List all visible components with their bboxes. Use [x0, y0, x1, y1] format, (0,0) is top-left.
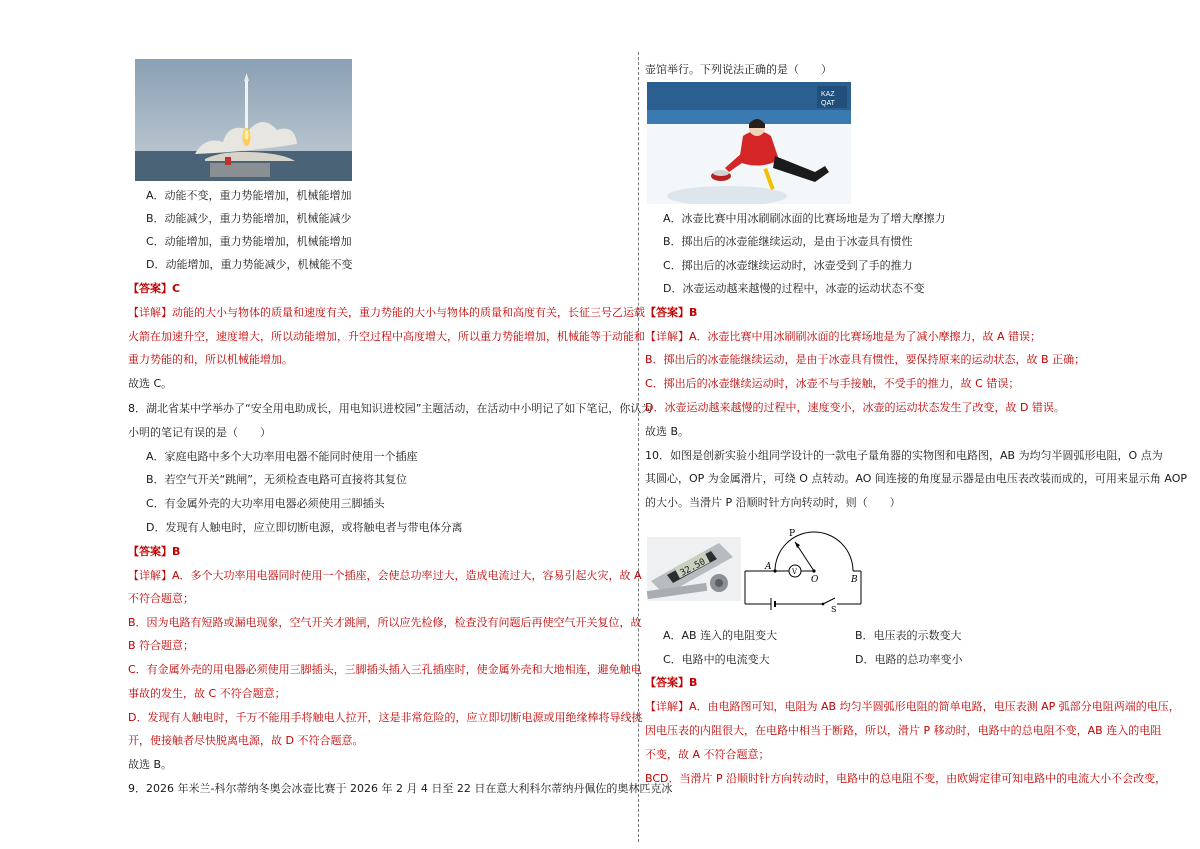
rocket-launch-image: [135, 59, 352, 181]
q9-stem-continued: 壶馆举行。下列说法正确的是（ ）: [645, 63, 832, 76]
q7-conclusion: 故选 C。: [128, 377, 173, 390]
point-o-label: O: [811, 575, 819, 585]
q9-explain-line: B．掷出后的冰壶能继续运动，是由于冰壶具有惯性，要保持原来的运动状态，故 B 正确；: [645, 353, 1086, 366]
q7-option-d: D．动能增加，重力势能减少，机械能不变: [146, 258, 353, 271]
q10-explain-line: BCD．当滑片 P 沿顺时针方向转动时，电路中的总电阻不变，由欧姆定律可知电路中的电流大小不会改变，: [645, 772, 1167, 785]
q7-option-a: A．动能不变，重力势能增加，机械能增加: [146, 189, 352, 202]
q9-explain-line: C．掷出后的冰壶继续运动时，冰壶不与手接触，不受手的推力，故 C 错误；: [645, 377, 1020, 390]
q8-explain-line: C．有金属外壳的用电器必须使用三脚插头，三脚插头插入三孔插座时，使金属外壳和大地相连，避免触电: [128, 663, 642, 676]
q10-stem-line: 其圆心，OP 为金属滑片，可绕 O 点转动。AO 间连接的角度显示器是由电压表改装而成的，可用来显示角 AOP: [645, 472, 1188, 485]
digital-protractor-image: [647, 537, 741, 601]
q8-explain-line: B 符合题意；: [128, 639, 195, 652]
q9-option-b: B．掷出后的冰壶能继续运动，是由于冰壶具有惯性: [663, 235, 913, 248]
q10-explain-line: 【详解】A．由电路图可知，电阻为 AB 均匀半圆弧形电阻的简单电路，电压表测 AP 弧部分电阻两端的电压，: [645, 700, 1180, 713]
q8-explain-line: 不符合题意；: [128, 592, 194, 605]
q9-option-a: A．冰壶比赛中用冰刷刷冰面的比赛场地是为了增大摩擦力: [663, 212, 946, 225]
q10-explain-line: 不变，故 A 不符合题意；: [645, 748, 770, 761]
q10-explain-line: 因电压表的内阻很大，在电路中相当于断路，所以，滑片 P 移动时，电路中的总电阻不变，AB 连入的电阻: [645, 724, 1162, 737]
curling-athlete-image: [647, 82, 851, 204]
q9-option-c: C．掷出后的冰壶继续运动时，冰壶受到了手的推力: [663, 259, 913, 272]
voltmeter-label: V: [792, 568, 798, 576]
q10-stem-line: 的大小。当滑片 P 沿顺时针方向转动时，则（ ）: [645, 496, 901, 509]
q7-option-b: B．动能减少，重力势能增加，机械能减少: [146, 212, 352, 225]
q7-explain-line: 重力势能的和，所以机械能增加。: [128, 353, 293, 366]
q9-explain-line: 【详解】A．冰壶比赛中用冰刷刷冰面的比赛场地是为了减小摩擦力，故 A 错误；: [645, 330, 1042, 343]
q9-stem-line: 9．2026 年米兰-科尔蒂纳冬奥会冰壶比赛于 2026 年 2 月 4 日至 22 日在意大利科尔蒂纳丹佩佐的奥林匹克冰: [128, 782, 673, 795]
q7-explain-line: 火箭在加速升空，速度增大，所以动能增加，升空过程中高度增大，所以重力势能增加，机械能等于动能和: [128, 330, 645, 343]
q8-option-b: B．若空气开关“跳闸”，无须检查电路可直接将其复位: [146, 473, 407, 486]
q8-option-a: A．家庭电路中多个大功率用电器不能同时使用一个插座: [146, 450, 418, 463]
q8-explain-line: B．因为电路有短路或漏电现象，空气开关才跳闸，所以应先检修，检查没有问题后再使空气开关复位，故: [128, 616, 642, 629]
switch-label: S: [831, 605, 837, 612]
q10-option-a: A．AB 连入的电阻变大: [663, 629, 778, 642]
q8-stem-line: 小明的笔记有误的是（ ）: [128, 426, 271, 439]
q8-explain-line: 开，使接触者尽快脱离电源，故 D 不符合题意。: [128, 734, 364, 747]
flag-label: QAT: [821, 100, 835, 107]
q7-answer: 【答案】C: [128, 282, 181, 295]
q8-conclusion: 故选 B。: [128, 758, 173, 771]
q8-explain-line: 事故的发生，故 C 不符合题意；: [128, 687, 286, 700]
point-a-label: A: [765, 562, 772, 572]
q9-option-d: D．冰壶运动越来越慢的过程中，冰壶的运动状态不变: [663, 282, 925, 295]
q9-answer: 【答案】B: [645, 306, 698, 319]
q10-option-c: C．电路中的电流变大: [663, 653, 770, 666]
q8-stem-line: 8．湖北省某中学举办了“安全用电助成长，用电知识进校园”主题活动，在活动中小明记了如下笔记，你认为: [128, 402, 653, 415]
point-p-label: P: [789, 529, 796, 539]
flag-label: KAZ: [821, 91, 835, 98]
q10-option-b: B．电压表的示数变大: [855, 629, 962, 642]
q8-explain-line: 【详解】A．多个大功率用电器同时使用一个插座，会使总功率过大，造成电流过大，容易引起火灾，故 A: [128, 569, 642, 582]
q8-explain-line: D．发现有人触电时，千万不能用手将触电人拉开，这是非常危险的，应立即切断电源或用绝缘棒将导线挑: [128, 711, 643, 724]
q8-answer: 【答案】B: [128, 545, 181, 558]
protractor-reading: 32.50: [678, 557, 708, 579]
q10-answer: 【答案】B: [645, 676, 698, 689]
q7-explain-line: 【详解】动能的大小与物体的质量和速度有关，重力势能的大小与物体的质量和高度有关，长征三号乙运载: [128, 306, 645, 319]
q8-option-d: D．发现有人触电时，应立即切断电源，或将触电者与带电体分离: [146, 521, 463, 534]
q9-explain-line: D．冰壶运动越来越慢的过程中，速度变小，冰壶的运动状态发生了改变，故 D 错误。: [645, 401, 1065, 414]
point-b-label: B: [851, 575, 858, 585]
q9-conclusion: 故选 B。: [645, 425, 690, 438]
circuit-diagram: [737, 520, 867, 612]
q8-option-c: C．有金属外壳的大功率用电器必须使用三脚插头: [146, 497, 385, 510]
q10-stem-line: 10．如图是创新实验小组同学设计的一款电子量角器的实物图和电路图，AB 为均匀半圆弧形电阻，O 点为: [645, 449, 1163, 462]
q7-option-c: C．动能增加，重力势能增加，机械能增加: [146, 235, 352, 248]
q10-option-d: D．电路的总功率变小: [855, 653, 963, 666]
